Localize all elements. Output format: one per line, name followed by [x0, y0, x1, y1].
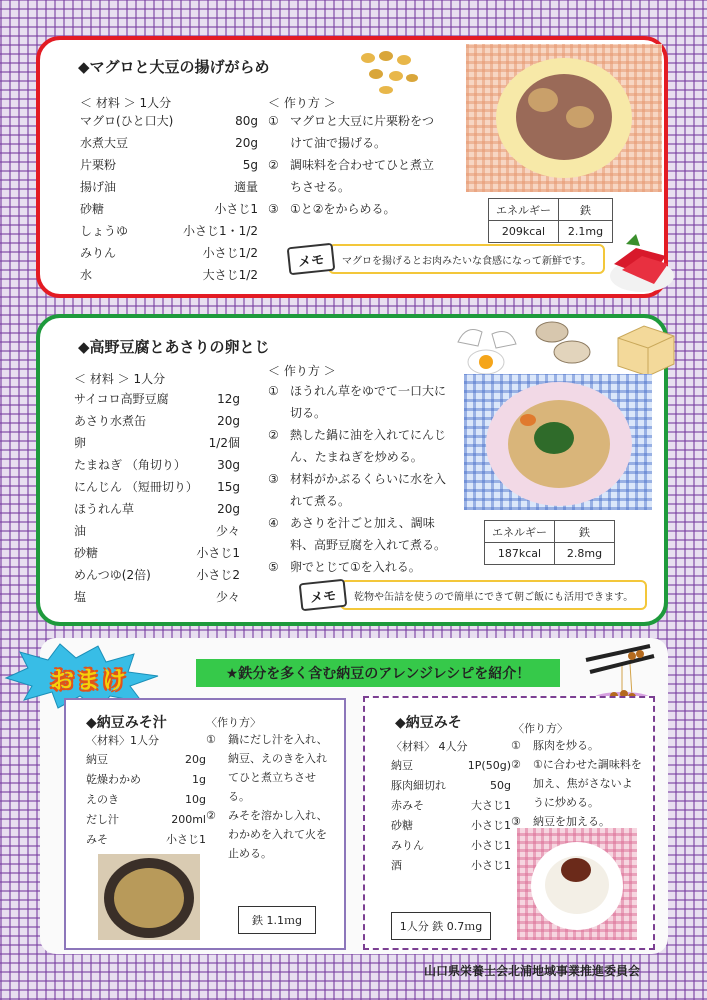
ingredient-name: あさり水煮缶 — [74, 414, 147, 428]
ingredient-qty: 小さじ1・1/2 — [183, 224, 258, 238]
ingredient-name: 赤みそ — [391, 799, 424, 812]
ingredient-list — [74, 388, 240, 608]
energy-label: エネルギー — [485, 521, 555, 543]
ingredient-name: 揚げ油 — [80, 180, 117, 194]
method-steps — [268, 380, 452, 578]
ingredient-name: みりん — [391, 839, 424, 852]
method-step — [206, 806, 332, 863]
ingredient-row — [80, 110, 258, 132]
omake-label: おまけ — [50, 666, 128, 694]
step-text: 豚肉を炒る。 — [533, 739, 599, 752]
ingredient-row — [74, 542, 240, 564]
step-text: ほうれん草をゆでて一口大に切る。 — [290, 384, 447, 420]
ingredient-qty: 12g — [217, 392, 240, 406]
ingredient-row — [74, 586, 240, 608]
dish-photo-misoshiru — [98, 854, 200, 940]
materials-heading: 〈材料〉1人分 — [86, 734, 159, 747]
recipe-title: ◆納豆みそ — [395, 715, 462, 731]
method-step — [511, 736, 643, 755]
ingredient-row — [74, 388, 240, 410]
ingredient-name: えのき — [86, 793, 119, 806]
ingredient-row — [74, 564, 240, 586]
cracked-egg-icon — [452, 322, 522, 378]
method-steps — [206, 730, 332, 863]
step-number: ② — [206, 809, 216, 822]
dish-photo-natto-miso — [517, 828, 637, 940]
ingredient-name: ほうれん草 — [74, 502, 135, 516]
step-text: 鍋にだし汁を入れ、納豆、えのきを入れてひと煮立ちさせる。 — [228, 733, 328, 803]
materials-heading: ＜ 材料 ＞ 1人分 — [80, 96, 172, 110]
method-step — [268, 380, 452, 424]
method-step — [268, 424, 452, 468]
recipe-card-koyadofu — [36, 314, 668, 626]
method-step — [268, 556, 452, 578]
iron-label: 鉄 — [559, 199, 613, 221]
ingredient-name: 水 — [80, 268, 93, 282]
step-text: 納豆を加える。 — [533, 815, 610, 828]
ingredient-qty: 適量 — [233, 180, 258, 194]
ingredient-row — [80, 198, 258, 220]
ingredient-row — [80, 220, 258, 242]
ingredient-row — [391, 856, 511, 876]
ingredient-qty: 小さじ1/2 — [202, 246, 258, 260]
method-steps — [268, 110, 440, 220]
materials-heading: ＜ 材料 ＞ 1人分 — [74, 372, 166, 386]
method-step — [268, 512, 452, 556]
recipe-title: ◆納豆みそ汁 — [86, 715, 167, 731]
ingredient-qty: 小さじ1 — [214, 202, 258, 216]
step-number: ① — [206, 733, 216, 746]
energy-value: 187kcal — [485, 543, 555, 565]
method-step — [268, 154, 440, 198]
step-text: 材料がかぶるくらいに水を入れて煮る。 — [290, 472, 447, 508]
ingredient-qty: 少々 — [215, 590, 240, 604]
method-heading: 〈作り方〉 — [513, 722, 568, 735]
ingredient-qty: 20g — [235, 136, 258, 150]
memo-text: マグロを揚げるとお肉みたいな食感になって新鮮です。 — [328, 244, 605, 274]
memo-text: 乾物や缶詰を使うので簡単にできて朝ご飯にも活用できます。 — [340, 580, 647, 610]
ingredient-row — [391, 796, 511, 816]
ingredient-name: サイコロ高野豆腐 — [74, 392, 169, 406]
ingredient-list — [391, 756, 511, 876]
tuna-sashimi-icon — [606, 230, 674, 296]
ingredient-row — [80, 264, 258, 286]
recipe-box-natto-miso — [363, 696, 655, 950]
ingredient-qty: 小さじ1 — [166, 833, 206, 846]
ingredient-name: だし汁 — [86, 813, 119, 826]
ingredient-row — [80, 176, 258, 198]
ingredient-name: 納豆 — [86, 753, 108, 766]
ingredient-row — [86, 830, 206, 850]
ingredient-name: みそ — [86, 833, 108, 846]
step-number: ③ — [268, 472, 279, 486]
step-text: ①に合わせた調味料を加え、焦がさないように炒める。 — [533, 758, 642, 809]
ingredient-qty: 大さじ1/2 — [202, 268, 258, 282]
footer-organization: 山口県栄養士会北浦地域事業推進委員会 — [424, 964, 641, 978]
step-text: 調味料を合わせてひと煮立ちさせる。 — [290, 158, 435, 194]
ingredient-name: めんつゆ(2倍) — [74, 568, 151, 582]
step-number: ① — [268, 114, 279, 128]
ingredient-qty: 1P(50g) — [467, 759, 511, 772]
ingredient-qty: 小さじ1 — [471, 819, 511, 832]
ingredient-row — [86, 810, 206, 830]
memo-tag: メモ — [287, 243, 336, 276]
ingredient-row — [391, 836, 511, 856]
koya-tofu-icon — [614, 320, 678, 378]
ingredient-row — [391, 756, 511, 776]
iron-value: 2.1mg — [559, 221, 613, 243]
energy-label: エネルギー — [489, 199, 559, 221]
ingredient-qty: 大さじ1 — [471, 799, 511, 812]
nutrition-table — [488, 198, 613, 243]
memo-tag: メモ — [299, 579, 348, 612]
step-text: ①と②をからめる。 — [290, 202, 396, 216]
method-heading: 〈作り方〉 — [206, 716, 261, 729]
ingredient-qty: 小さじ1 — [196, 546, 240, 560]
memo-note — [288, 244, 605, 274]
ingredient-name: 卵 — [74, 436, 87, 450]
ingredient-qty: 1g — [192, 773, 206, 786]
ingredient-list — [80, 110, 258, 286]
ingredient-name: 砂糖 — [391, 819, 413, 832]
dish-photo-koyadofu — [464, 374, 652, 510]
ingredient-qty: 200ml — [171, 813, 206, 826]
iron-value: 鉄 1.1ｍg — [238, 906, 316, 934]
energy-value: 209kcal — [489, 221, 559, 243]
memo-note — [300, 580, 647, 610]
recipe-title: ◆高野豆腐とあさりの卵とじ — [78, 338, 270, 356]
ingredient-name: 砂糖 — [74, 546, 99, 560]
ingredient-row — [391, 816, 511, 836]
step-number: ① — [268, 384, 279, 398]
ingredient-qty: 1/2個 — [208, 436, 240, 450]
ingredient-qty: 小さじ1 — [471, 839, 511, 852]
recipe-title: ◆マグロと大豆の揚げがらめ — [78, 58, 270, 76]
iron-label: 鉄 — [555, 521, 615, 543]
ingredient-name: 乾燥わかめ — [86, 773, 141, 786]
ingredient-qty: 20g — [185, 753, 206, 766]
ingredient-name: マグロ(ひと口大) — [80, 114, 174, 128]
method-step — [268, 110, 440, 154]
dish-photo-maguro — [466, 44, 662, 192]
ingredient-name: たまねぎ （角切り） — [74, 458, 186, 472]
method-heading: ＜ 作り方 ＞ — [268, 96, 336, 110]
ingredient-name: 水煮大豆 — [80, 136, 129, 150]
ingredient-row — [74, 520, 240, 542]
step-text: みそを溶かし入れ、わかめを入れて火を止める。 — [228, 809, 328, 860]
ingredient-qty: 80g — [235, 114, 258, 128]
ingredient-name: 塩 — [74, 590, 87, 604]
ingredient-name: しょうゆ — [80, 224, 129, 238]
method-step — [511, 755, 643, 812]
nutrition-table — [484, 520, 615, 565]
ingredient-row — [80, 154, 258, 176]
ingredient-name: 砂糖 — [80, 202, 105, 216]
ingredient-qty: 小さじ2 — [196, 568, 240, 582]
bonus-banner: ★鉄分を多く含む納豆のアレンジレシピを紹介！ — [196, 659, 560, 687]
step-number: ② — [511, 758, 521, 771]
ingredient-qty: 20g — [217, 502, 240, 516]
step-number: ② — [268, 428, 279, 442]
ingredient-name: みりん — [80, 246, 117, 260]
step-number: ① — [511, 739, 521, 752]
ingredient-row — [86, 790, 206, 810]
ingredient-name: 納豆 — [391, 759, 413, 772]
step-number: ④ — [268, 516, 279, 530]
step-text: あさりを汁ごと加え、調味料、高野豆腐を入れて煮る。 — [290, 516, 447, 552]
ingredient-name: 片栗粉 — [80, 158, 117, 172]
ingredient-qty: 50g — [490, 779, 511, 792]
ingredient-qty: 30g — [217, 458, 240, 472]
ingredient-qty: 5g — [242, 158, 258, 172]
ingredient-row — [86, 750, 206, 770]
ingredient-qty: 15g — [217, 480, 240, 494]
step-number: ⑤ — [268, 560, 279, 574]
ingredient-row — [74, 476, 240, 498]
step-text: マグロと大豆に片栗粉をつけて油で揚げる。 — [290, 114, 435, 150]
step-number: ② — [268, 158, 279, 172]
ingredient-row — [391, 776, 511, 796]
ingredient-name: 酒 — [391, 859, 402, 872]
step-number: ③ — [268, 202, 279, 216]
iron-value: 1人分 鉄 0.7ｍg — [391, 912, 491, 940]
ingredient-name: にんじん （短冊切り） — [74, 480, 198, 494]
ingredient-row — [74, 410, 240, 432]
step-text: 卵でとじて①を入れる。 — [290, 560, 421, 574]
soybeans-icon — [356, 48, 420, 96]
ingredient-row — [86, 770, 206, 790]
ingredient-row — [80, 242, 258, 264]
method-steps — [511, 736, 643, 831]
ingredient-row — [80, 132, 258, 154]
ingredient-row — [74, 432, 240, 454]
method-heading: ＜ 作り方 ＞ — [268, 364, 336, 378]
ingredient-row — [74, 454, 240, 476]
step-number: ③ — [511, 815, 521, 828]
method-step — [268, 468, 452, 512]
ingredient-row — [74, 498, 240, 520]
method-step — [206, 730, 332, 806]
recipe-box-natto-misoshiru — [64, 698, 346, 950]
ingredient-qty: 少々 — [215, 524, 240, 538]
ingredient-list — [86, 750, 206, 850]
ingredient-qty: 20g — [217, 414, 240, 428]
recipe-card-maguro — [36, 36, 668, 298]
method-step — [268, 198, 440, 220]
clams-icon — [532, 318, 602, 368]
materials-heading: 〈材料〉 4人分 — [391, 740, 468, 753]
ingredient-qty: 小さじ1 — [471, 859, 511, 872]
ingredient-name: 油 — [74, 524, 87, 538]
step-text: 熱した鍋に油を入れてにんじん、たまねぎを炒める。 — [290, 428, 447, 464]
ingredient-qty: 10g — [185, 793, 206, 806]
ingredient-name: 豚肉細切れ — [391, 779, 446, 792]
iron-value: 2.8mg — [555, 543, 615, 565]
